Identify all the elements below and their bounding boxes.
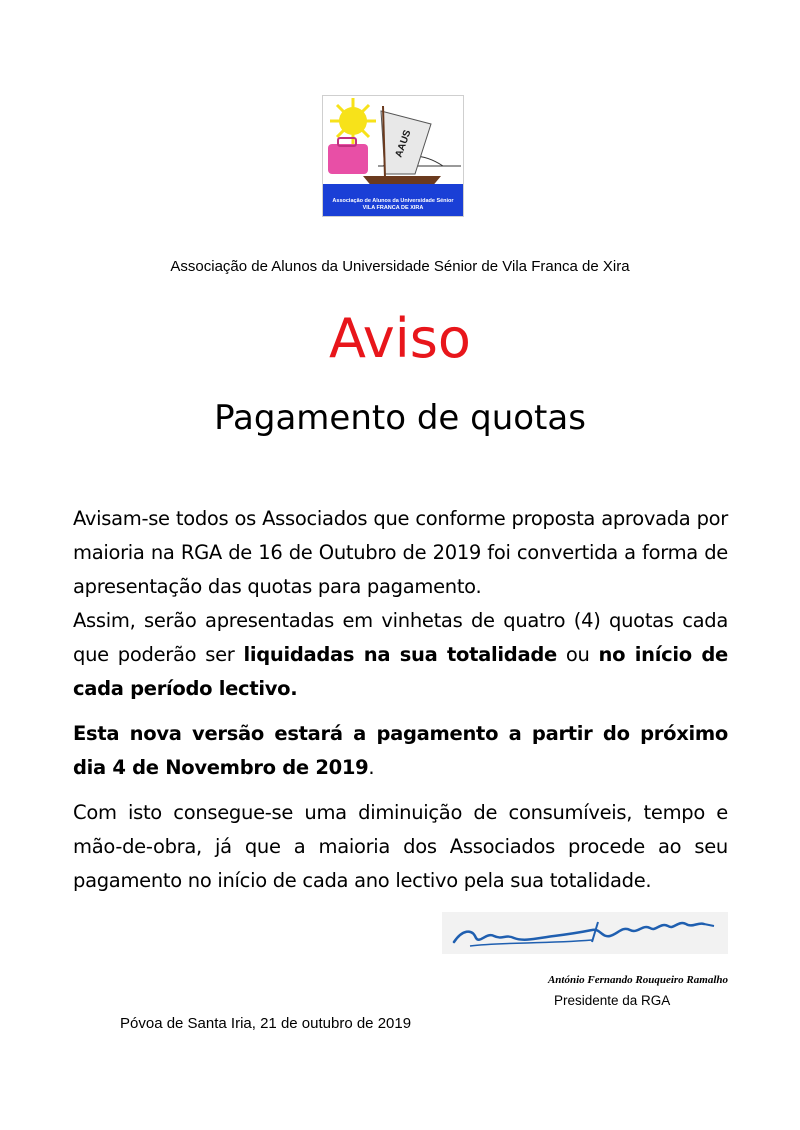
signature-image [442,912,728,954]
paragraph-1-bold-2: no início de cada período lectivo. [73,643,728,700]
paragraph-2-bold: Esta nova versão estará a pagamento a partir do próximo dia 4 de Novembro de 2019 [73,722,728,779]
logo-badge-text: AAUS [393,128,414,160]
paragraph-3 [73,796,728,898]
logo-caption-line1: Associação de Alunos da Universidade Sénior [332,198,454,204]
paragraph-3-text: Com isto consegue-se uma diminuição de consumíveis, tempo e mão-de-obra, já que a maioria dos Associados procede ao seu pagamento no início de cada ano lectivo pela sua totalidade. [73,801,728,892]
signer-role: Presidente da RGA [554,993,671,1008]
paragraph-1-text-b: Assim, serão apresentadas em vinhetas de quatro (4) quotas cada que poderão ser [73,609,728,666]
place-and-date: Póvoa de Santa Iria, 21 de outubro de 2019 [120,1015,412,1032]
organization-name: Associação de Alunos da Universidade Sénior de Vila Franca de Xira [170,258,630,275]
paragraph-1 [73,502,728,706]
association-logo [322,95,464,217]
logo-caption [323,198,463,212]
handwritten-signature [442,912,728,954]
notice-title: Aviso [329,307,471,370]
paragraph-1-text-c: ou [556,643,599,666]
paragraph-1-text-b-wrap [73,604,728,706]
paragraph-1-bold-1: liquidadas na sua totalidade [243,643,557,666]
paragraph-2-end: . [368,756,375,779]
paragraph-2-wrap [73,717,728,785]
paragraph-1-text-a: Avisam-se todos os Associados que conforme proposta aprovada por maioria na RGA de 16 de Outubro de 2019 foi convertida a forma de apresentação das quotas para pagamento. [73,507,728,598]
signer-name: António Fernando Rouqueiro Ramalho [547,974,728,986]
paragraph-2 [73,717,728,785]
logo-caption-line2: VILA FRANCA DE XIRA [362,205,424,211]
suitcase-icon [328,144,368,174]
notice-subtitle: Pagamento de quotas [214,398,586,438]
